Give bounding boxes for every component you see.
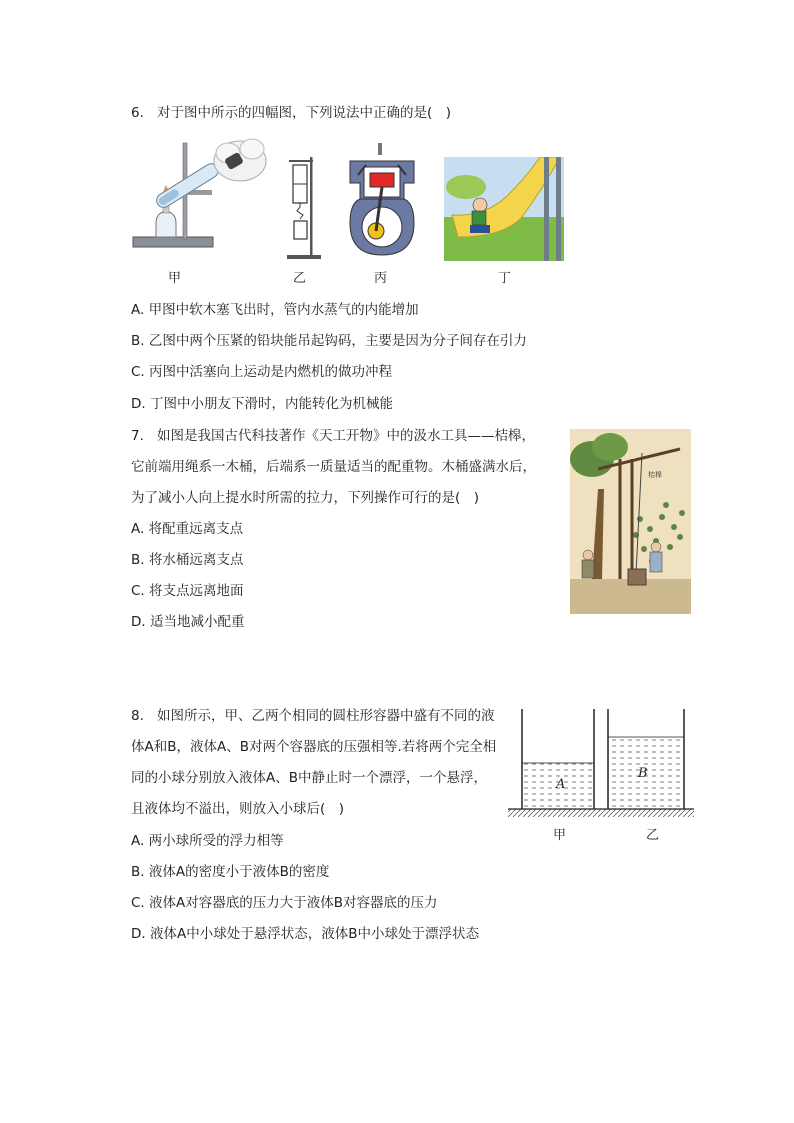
q8-stem-line-3: 同的小球分别放入液体A、B中静止时一个漂浮，一个悬浮， [131, 770, 487, 786]
q7-option-d: D. 适当地减小配重 [131, 614, 245, 630]
q6-option-a: A. 甲图中软木塞飞出时，管内水蒸气的内能增加 [131, 302, 419, 318]
q6-figure-bing [344, 143, 420, 261]
q7-number: 7. [131, 428, 144, 444]
q7-stem-line-3: 为了减小人向上提水时所需的拉力，下列操作可行的是( ) [131, 490, 480, 506]
q6-stem-text: 对于图中所示的四幅图，下列说法中正确的是( ) [157, 105, 452, 121]
q7-stem-line-2: 它前端用绳系一木桶，后端系一质量适当的配重物。木桶盛满水后， [131, 459, 536, 475]
q6-caption-jia: 甲 [168, 271, 182, 286]
q6-stem [131, 103, 451, 123]
q8-option-d: D. 液体A中小球处于悬浮状态，液体B中小球处于漂浮状态 [131, 926, 479, 942]
q8-option-a: A. 两小球所受的浮力相等 [131, 833, 284, 849]
q7-figure [570, 429, 691, 614]
container-b-label: B [638, 766, 648, 781]
q6-figure-jia [128, 135, 268, 263]
q8-stem-line-4: 且液体均不溢出，则放入小球后( ) [131, 801, 345, 817]
q8-caption-jia: 甲 [553, 828, 567, 843]
q7-option-a: A. 将配重远离支点 [131, 521, 244, 537]
q8-option-b: B. 液体A的密度小于液体B的密度 [131, 864, 330, 880]
container-a-label: A [556, 777, 566, 792]
q6-figure-yi [285, 155, 325, 260]
q8-number: 8. [131, 708, 144, 724]
q7-option-b: B. 将水桶远离支点 [131, 552, 244, 568]
q8-stem-line-1: 8. 如图所示，甲、乙两个相同的圆柱形容器中盛有不同的液 [131, 708, 495, 724]
q8-stem-line-2: 体A和B，液体A、B对两个容器底的压强相等.若将两个完全相 [131, 739, 497, 755]
q6-option-b: B. 乙图中两个压紧的铅块能吊起钩码，主要是因为分子间存在引力 [131, 333, 527, 349]
q8-option-c: C. 液体A对容器底的压力大于液体B对容器底的压力 [131, 895, 438, 911]
q6-caption-ding: 丁 [498, 271, 512, 286]
q8-figure [508, 707, 694, 819]
q6-caption-yi: 乙 [293, 271, 307, 286]
q7-option-c: C. 将支点远离地面 [131, 583, 244, 599]
q7-image-label: 桔槔 [648, 471, 662, 479]
q8-caption-yi: 乙 [646, 828, 660, 843]
q6-option-c: C. 丙图中活塞向上运动是内燃机的做功冲程 [131, 364, 393, 380]
q6-number: 6. [131, 105, 144, 121]
q6-caption-bing: 丙 [374, 271, 388, 286]
q7-stem-line-1: 7. 如图是我国古代科技著作《天工开物》中的汲水工具——桔槔， [131, 428, 535, 444]
q6-option-d: D. 丁图中小朋友下滑时，内能转化为机械能 [131, 396, 393, 412]
q6-figure-ding [444, 157, 564, 261]
